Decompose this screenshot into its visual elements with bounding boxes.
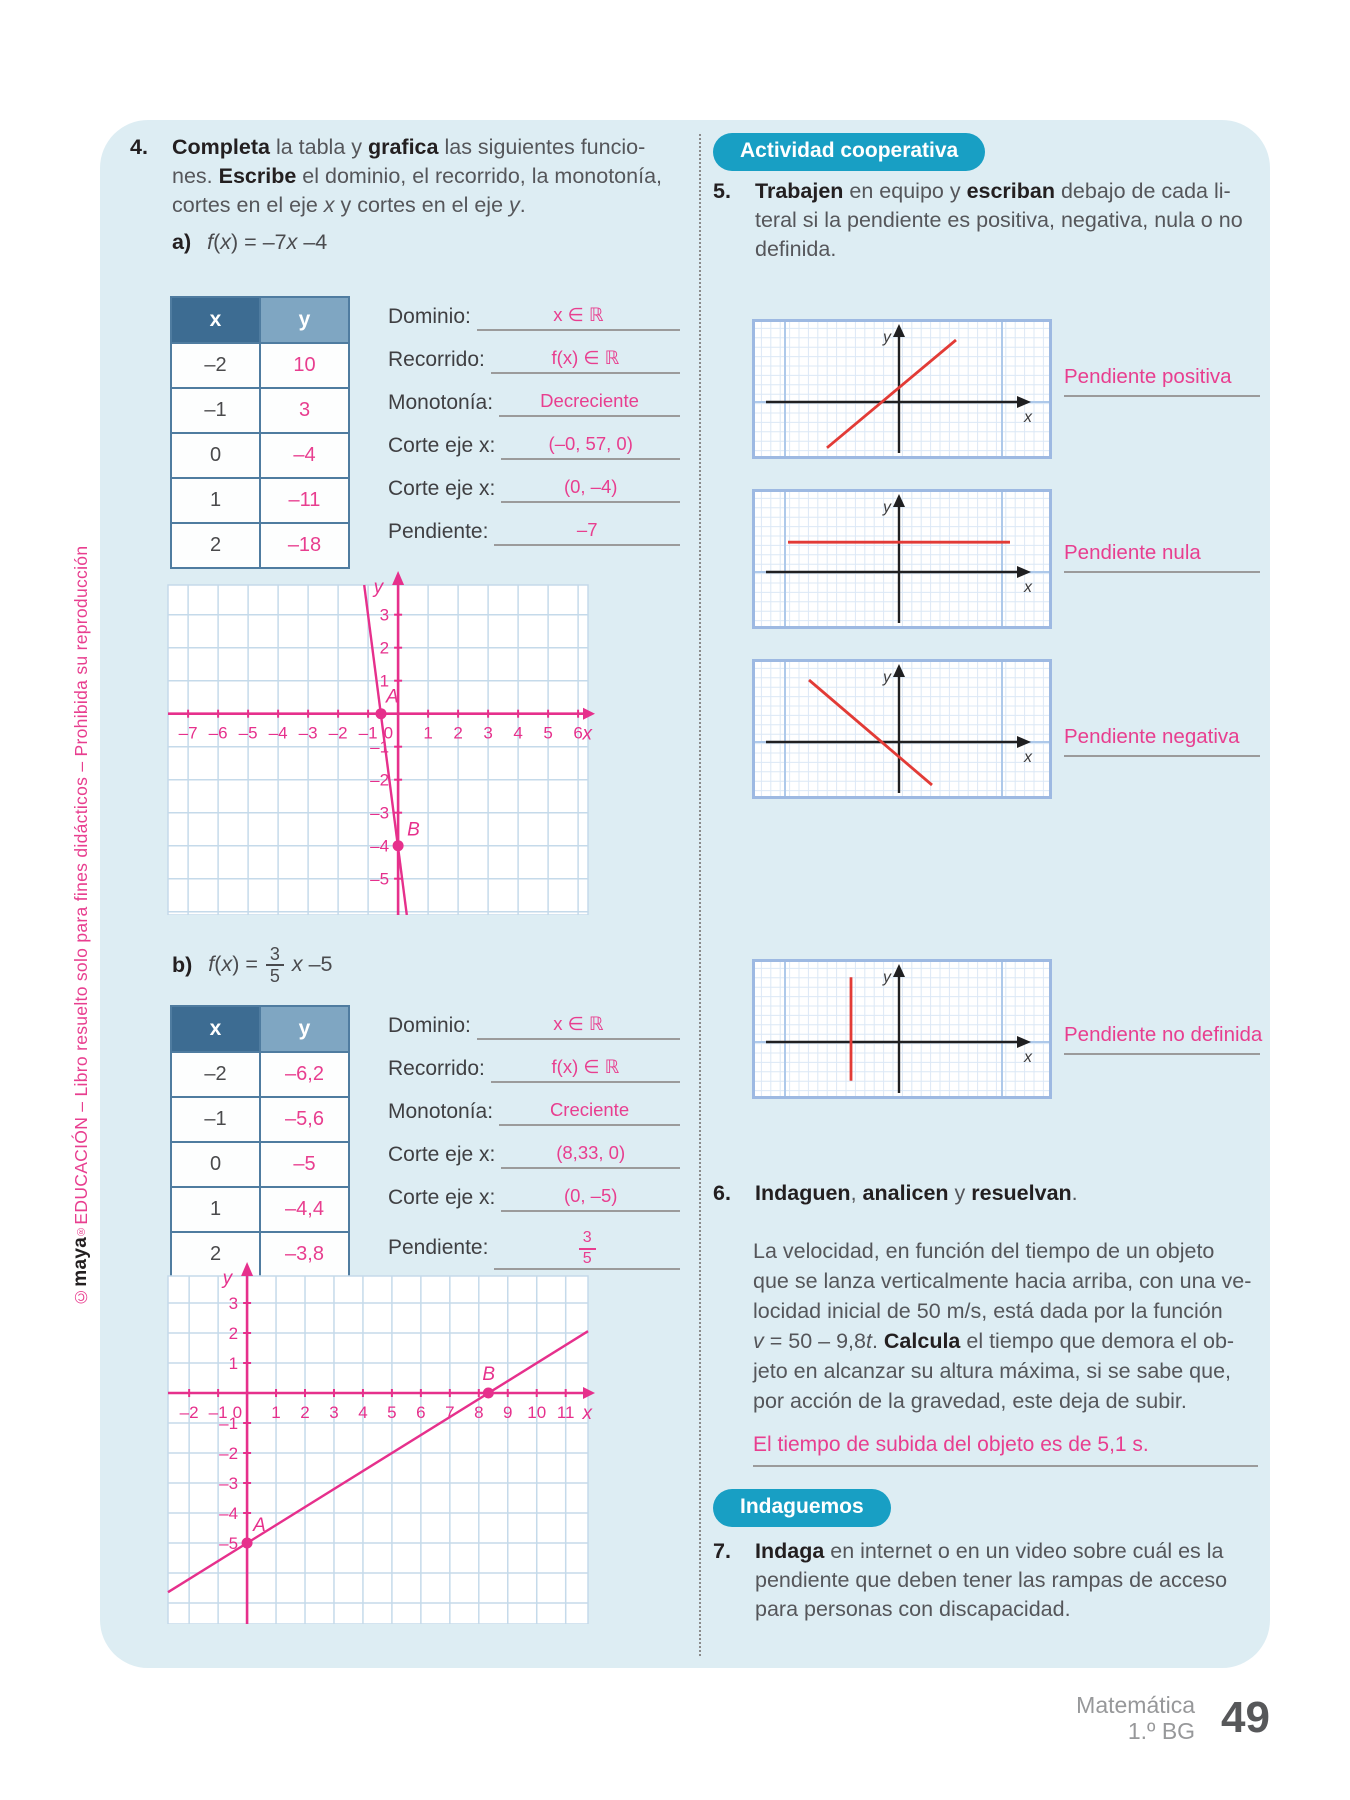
text-segment: ( (214, 952, 222, 977)
column-divider (699, 134, 701, 1656)
answer-field (388, 424, 680, 467)
tick-label: 5 (387, 1403, 397, 1422)
exercise-6 (713, 1179, 1265, 1208)
tick-label: 4 (513, 723, 523, 743)
table-header: x (171, 297, 260, 343)
table-cell: 2 (171, 523, 260, 568)
footer-subject (1076, 1692, 1195, 1744)
text-line (755, 235, 1265, 264)
answer-field (388, 1047, 680, 1090)
table-row (171, 343, 349, 388)
table-row (171, 523, 349, 568)
field-label: Monotonía: (388, 390, 494, 414)
answer-field (388, 1133, 680, 1176)
badge-actividad-cooperativa: Actividad cooperativa (713, 133, 985, 171)
table-cell: 0 (171, 1142, 260, 1187)
text-segment: Calcula (883, 1329, 961, 1353)
y-axis-label: y (883, 499, 891, 516)
text-segment: Escribe (218, 164, 297, 188)
text-segment: EDUCACIÓN – Libro resuelto solo para fines didácticos – Prohibida su reproducción (71, 545, 91, 1225)
tick-label: –3 (219, 1474, 239, 1493)
text-segment: maya (70, 1236, 91, 1287)
text-segment: y (509, 193, 520, 217)
text-line (755, 177, 1265, 206)
table-cell: 1 (171, 478, 260, 523)
text-segment: grafica (367, 135, 439, 159)
tick-label: 9 (503, 1403, 513, 1422)
text-segment: que se lanza verticalmente hacia arriba, con una ve- (753, 1269, 1252, 1293)
data-point (393, 840, 404, 851)
field-value: x ∈ ℝ (477, 1011, 680, 1040)
left-column (130, 133, 690, 1653)
tick-label: 11 (556, 1403, 575, 1422)
tick-label: –5 (370, 869, 390, 889)
text-line (755, 1537, 1265, 1566)
text-segment: La velocidad, en función del tiempo de un objeto (753, 1239, 1215, 1263)
formula-b (208, 945, 332, 986)
label-pendiente-nula: Pendiente nula (1064, 541, 1260, 573)
x-axis-arrow-icon (583, 1387, 595, 1399)
tick-label: –2 (328, 723, 348, 743)
graph-b (158, 1261, 598, 1624)
text-segment: f (207, 230, 214, 254)
field-label: Corte eje x: (388, 1142, 496, 1166)
exercise-5-text (755, 177, 1265, 264)
tick-label: 1 (423, 723, 433, 743)
field-label: Pendiente: (388, 519, 489, 543)
page-number: 49 (1221, 1693, 1270, 1742)
mini-graph-null (752, 489, 1052, 629)
exercise-7-number: 7. (713, 1539, 731, 1563)
answer-field (388, 1004, 680, 1047)
data-point (242, 1538, 253, 1549)
tick-label: 6 (416, 1403, 426, 1422)
exercise-6-answer: El tiempo de subida del objeto es de 5,1 s. (753, 1433, 1258, 1467)
text-line (172, 133, 686, 162)
table-cell: 10 (260, 343, 349, 388)
text-segment: nes. (172, 164, 219, 188)
text-segment: jeto en alcanzar su altura máxima, si se sabe que, (753, 1359, 1232, 1383)
part-b-formula (172, 945, 333, 986)
table-cell: –5,6 (260, 1097, 349, 1142)
page-footer (1000, 1692, 1270, 1744)
field-label: Recorrido: (388, 347, 485, 371)
exercise-6-number: 6. (713, 1181, 731, 1205)
fraction-b: $\frac{3}{5}$ (266, 945, 284, 986)
exercise-7-text (755, 1537, 1265, 1624)
text-segment: en equipo y (843, 179, 967, 203)
field-label: Dominio: (388, 304, 471, 328)
y-axis-label: y (883, 969, 891, 986)
tick-label: 1 (271, 1403, 281, 1422)
text-segment: locidad inicial de 50 m/s, está dada por la función (753, 1299, 1223, 1323)
text-segment: . (519, 193, 526, 217)
x-axis-label: x (582, 723, 592, 745)
text-segment: Trabajen (755, 179, 844, 203)
exercise-5 (713, 177, 1265, 264)
text-segment: y cortes en el eje (334, 193, 510, 217)
text-line (755, 1566, 1265, 1595)
text-segment: Completa (172, 135, 270, 159)
text-segment: la tabla y (269, 135, 368, 159)
origin-label: 0 (383, 723, 394, 743)
text-segment: x (286, 230, 298, 254)
answer-field (388, 381, 680, 424)
table-b (170, 1005, 350, 1278)
table-row (171, 478, 349, 523)
tick-label: –7 (178, 723, 198, 743)
table-cell: –5 (260, 1142, 349, 1187)
right-column (713, 133, 1265, 1653)
answer-field (388, 1090, 680, 1133)
label-pendiente-negativa: Pendiente negativa (1064, 725, 1260, 757)
tick-label: –4 (370, 836, 390, 856)
tick-label: 5 (543, 723, 553, 743)
field-value: f(x) ∈ ℝ (491, 345, 680, 374)
mini-graph-negative (752, 659, 1052, 799)
fields-a (388, 295, 680, 553)
tick-label: 6 (573, 723, 583, 743)
tick-label: –1 (358, 723, 378, 743)
field-value: Decreciente (499, 388, 680, 417)
table-row (171, 433, 349, 478)
fraction-denominator: 5 (582, 1249, 592, 1267)
tick-label: –4 (219, 1504, 239, 1523)
text-segment: definida. (755, 237, 837, 261)
x-axis-label: x (1024, 409, 1032, 426)
point-label: B (482, 1364, 496, 1385)
tick-label: –2 (370, 770, 390, 790)
exercise-5-number: 5. (713, 179, 731, 203)
tick-label: –5 (219, 1534, 239, 1553)
table-header: y (260, 1006, 349, 1052)
label-pendiente-no-definida: Pendiente no definida (1064, 1023, 1260, 1055)
text-line (172, 162, 686, 191)
text-segment: ) = –7 (231, 230, 287, 254)
text-segment: ( (213, 230, 221, 254)
tick-label: 3 (379, 605, 390, 625)
field-label: Dominio: (388, 1013, 471, 1037)
data-point (483, 1388, 494, 1399)
exercise-6-heading (755, 1179, 1265, 1208)
graph-a (158, 570, 598, 915)
answer-field (388, 338, 680, 381)
text-segment: cortes en el eje (172, 193, 324, 217)
text-line (753, 1236, 1265, 1266)
text-segment: el dominio, el recorrido, la monotonía, (296, 164, 663, 188)
text-segment: , (850, 1181, 863, 1205)
text-segment: teral si la pendiente es positiva, negativa, nula o no (755, 208, 1243, 232)
table-row (171, 1052, 349, 1097)
field-value: x ∈ ℝ (477, 302, 680, 331)
y-axis-arrow-icon (392, 571, 404, 585)
text-segment: ® (75, 1224, 87, 1237)
y-axis-arrow-icon (241, 1262, 253, 1276)
table-cell: –4 (260, 433, 349, 478)
exercise-4-number: 4. (130, 135, 148, 159)
table-cell: –6,2 (260, 1052, 349, 1097)
text-segment: x (220, 230, 232, 254)
badge-indaguemos: Indaguemos (713, 1489, 891, 1527)
table-cell: 0 (171, 433, 260, 478)
table-cell: –2 (171, 1052, 260, 1097)
text-line (755, 1595, 1265, 1624)
tick-label: –1 (208, 1403, 228, 1422)
tick-label: –3 (298, 723, 318, 743)
field-label: Corte eje x: (388, 433, 496, 457)
field-value: (8,33, 0) (501, 1140, 680, 1169)
tick-label: –1 (219, 1414, 239, 1433)
field-label: Corte eje x: (388, 476, 496, 500)
point-label: A (253, 1515, 266, 1536)
tick-label: 4 (358, 1403, 368, 1422)
table-cell: –11 (260, 478, 349, 523)
table-row (171, 1097, 349, 1142)
text-segment: v (753, 1329, 764, 1353)
tick-label: 7 (445, 1403, 455, 1422)
tick-label: 1 (379, 671, 390, 691)
x-axis-label: x (1024, 579, 1032, 596)
text-line (172, 191, 686, 220)
text-segment: . (871, 1329, 884, 1353)
point-label: B (407, 819, 420, 841)
text-segment: las siguientes funcio- (438, 135, 646, 159)
table-cell: –3,8 (260, 1232, 349, 1277)
tick-label: 3 (228, 1294, 239, 1313)
mini-graph-undefined (752, 959, 1052, 1099)
exercise-7 (713, 1537, 1265, 1624)
table-cell: 2 (171, 1232, 260, 1277)
part-b-label: b) (172, 952, 193, 977)
field-value: (0, –5) (501, 1183, 680, 1212)
point-label: A (386, 686, 399, 708)
table-cell: –1 (171, 388, 260, 433)
tick-label: 2 (300, 1403, 310, 1422)
text-segment: escriban (966, 179, 1055, 203)
text-segment: Indaguen (755, 1181, 851, 1205)
text-segment: y (948, 1181, 972, 1205)
field-label: Recorrido: (388, 1056, 485, 1080)
data-point (376, 708, 387, 719)
text-line (753, 1266, 1265, 1296)
page-content-panel (100, 120, 1270, 1668)
table-a (170, 296, 350, 569)
field-value: f(x) ∈ ℝ (491, 1054, 680, 1083)
tick-label: 2 (453, 723, 463, 743)
text-segment: el tiempo que demora el ob- (960, 1329, 1235, 1353)
tick-label: 8 (474, 1403, 484, 1422)
text-segment: t (865, 1329, 872, 1353)
table-row (171, 388, 349, 433)
tick-label: –6 (208, 723, 228, 743)
fraction-numerator: 3 (579, 1230, 596, 1249)
text-segment: para personas con discapacidad. (755, 1597, 1071, 1621)
mini-graph-positive (752, 319, 1052, 459)
field-value: (0, –4) (501, 474, 680, 503)
text-segment: x (323, 193, 335, 217)
field-label: Monotonía: (388, 1099, 494, 1123)
y-axis-label: y (883, 329, 891, 346)
exercise-4-text (172, 133, 686, 220)
table-header: y (260, 297, 349, 343)
text-line (755, 206, 1265, 235)
table-cell: 3 (260, 388, 349, 433)
y-axis-label: y (883, 669, 891, 686)
text-segment: ) = (232, 952, 264, 977)
tick-label: –5 (238, 723, 258, 743)
text-line (753, 1326, 1265, 1356)
tick-label: –1 (370, 737, 390, 757)
table-cell: –18 (260, 523, 349, 568)
y-axis-label: y (373, 577, 384, 598)
fields-b (388, 1004, 680, 1277)
tick-label: –4 (268, 723, 288, 743)
y-axis-label: y (222, 1268, 233, 1289)
field-value: Creciente (499, 1097, 680, 1126)
part-a-formula (172, 230, 327, 255)
tick-label: 3 (329, 1403, 339, 1422)
text-segment: pendiente que deben tener las rampas de acceso (755, 1568, 1228, 1592)
field-value: –7 (494, 517, 680, 546)
tick-label: 3 (483, 723, 493, 743)
text-line (753, 1386, 1265, 1416)
text-segment: analicen (862, 1181, 949, 1205)
part-a-label: a) (172, 230, 192, 254)
table-header: x (171, 1006, 260, 1052)
field-label: Pendiente: (388, 1236, 489, 1259)
table-row (171, 1187, 349, 1232)
formula-a (207, 230, 327, 255)
answer-field (388, 1176, 680, 1219)
text-segment: Indaga (755, 1539, 825, 1563)
x-axis-label: x (582, 1403, 592, 1424)
tick-label: 2 (379, 638, 390, 658)
footer-subject-name: Matemática (1076, 1692, 1196, 1718)
text-segment: . (1071, 1181, 1078, 1205)
answer-field (388, 295, 680, 338)
tick-label: 2 (228, 1324, 239, 1343)
copyright-sidebar (70, 445, 92, 1307)
text-line (753, 1356, 1265, 1386)
x-axis-arrow-icon (583, 708, 595, 720)
text-segment: resuelvan (971, 1181, 1072, 1205)
answer-field (388, 510, 680, 553)
table-row (171, 1142, 349, 1187)
exercise-4 (130, 133, 686, 220)
field-label: Corte eje x: (388, 1185, 496, 1209)
tick-label: –2 (179, 1403, 199, 1422)
table-cell: –2 (171, 343, 260, 388)
text-line (753, 1296, 1265, 1326)
x-axis-label: x (1024, 749, 1032, 766)
label-pendiente-positiva: Pendiente positiva (1064, 365, 1260, 397)
exercise-6-paragraph (753, 1236, 1265, 1416)
tick-label: 10 (527, 1403, 547, 1422)
text-segment: en internet o en un video sobre cuál es la (824, 1539, 1224, 1563)
table-cell: –4,4 (260, 1187, 349, 1232)
footer-grade: 1.º BG (1127, 1718, 1196, 1744)
x-axis-label: x (1024, 1049, 1032, 1066)
field-value: (–0, 57, 0) (501, 431, 680, 460)
origin-label: 0 (232, 1403, 243, 1422)
text-segment: debajo de cada li- (1055, 179, 1231, 203)
table-cell: 1 (171, 1187, 260, 1232)
text-segment: x (221, 952, 233, 977)
tick-label: 1 (228, 1354, 239, 1373)
answer-field (388, 467, 680, 510)
table-cell: –1 (171, 1097, 260, 1142)
text-segment: –5 (302, 952, 333, 977)
tick-label: –3 (370, 803, 390, 823)
text-segment: x (285, 952, 303, 977)
tick-label: –2 (219, 1444, 239, 1463)
text-segment: –4 (297, 230, 328, 254)
text-segment: © (71, 1286, 91, 1307)
text-segment: por acción de la gravedad, este deja de subir. (753, 1389, 1187, 1413)
text-segment: = 50 – 9,8 (763, 1329, 866, 1353)
text-segment: f (208, 952, 215, 977)
